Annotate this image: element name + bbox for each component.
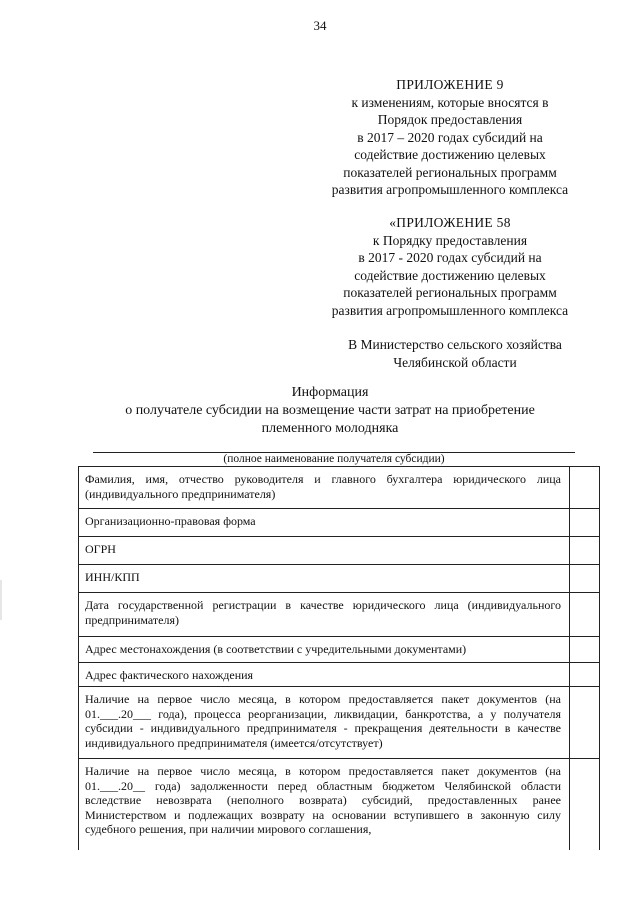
table-row-label: Наличие на первое число месяца, в котором предоставляется пакет документов (на 01.___.20___ года), процесса реорганизации, ликвидации, банкротства, а у получателя субсидии - индивидуального предпринимателя - прекращения деятельности в качестве индивидуального предпринимателя (имеется/отсутствует) — [79, 686, 569, 758]
table-row-label: Адрес фактического нахождения — [79, 662, 569, 686]
annex-58-line: развития агропромышленного комплекса — [331, 302, 569, 318]
page-number: 34 — [313, 18, 327, 33]
title-line: племенного молодняка — [261, 421, 399, 436]
table-row-label: Дата государственной регистрации в качестве юридического лица (индивидуального предпринимателя) — [79, 592, 569, 636]
document-title — [90, 384, 570, 438]
annex-9-line: в 2017 – 2020 годах субсидий на — [357, 129, 543, 145]
table-row-label: Фамилия, имя, отчество руководителя и главного бухгалтера юридического лица (индивидуального предпринимателя) — [79, 466, 569, 508]
table-value-cell — [569, 636, 599, 662]
annex-9-line: содействие достижению целевых — [354, 147, 546, 162]
table-value-cell — [569, 508, 599, 536]
annex-9-line: развития агропромышленного комплекса — [331, 182, 569, 197]
annex-58-heading: «ПРИЛОЖЕНИЕ 58 — [389, 215, 511, 230]
annex-9-line: показателей региональных программ — [343, 164, 557, 180]
annex-9-block — [300, 76, 600, 199]
title-line: Информация — [291, 385, 369, 400]
annex-58-line: в 2017 - 2020 годах субсидий на — [358, 250, 542, 265]
table-row-label: Наличие на первое число месяца, в котором предоставляется пакет документов (на 01.___.20__ года) задолженности перед областным бюджетом Челябинской области вследствие невозврата (неполного возврата) субсидий, предоставленных ранее Министерством и подлежащих возврату на основании вступившего в законную силу судебного решения, при наличии мирового соглашения, — [79, 758, 569, 850]
annex-58-line: к Порядку предоставления — [372, 232, 528, 248]
annex-58-line: содействие достижению целевых — [354, 267, 546, 283]
annex-58-block — [300, 214, 600, 319]
table-value-cell — [569, 536, 599, 564]
table-value-cell — [569, 564, 599, 592]
annex-9-line: Порядок предоставления — [377, 112, 523, 127]
annex-9-heading: ПРИЛОЖЕНИЕ 9 — [396, 77, 504, 92]
info-table — [78, 466, 600, 850]
annex-9-line: к изменениям, которые вносятся в — [351, 94, 549, 110]
addressee-line: В Министерство сельского хозяйства — [348, 337, 562, 352]
table-row-label: ИНН/КПП — [79, 564, 569, 592]
table-row-label: Адрес местонахождения (в соответствии с учредительными документами) — [79, 636, 569, 662]
table-value-cell — [569, 686, 599, 758]
table-row-label: Организационно-правовая форма — [79, 508, 569, 536]
table-value-cell — [569, 758, 599, 850]
annex-58-line: показателей региональных программ — [343, 285, 557, 300]
addressee-block — [310, 336, 600, 371]
recipient-name-caption: (полное наименование получателя субсидии) — [223, 453, 445, 465]
table-value-cell — [569, 466, 599, 508]
title-line: о получателе субсидии на возмещение части затрат на приобретение — [125, 403, 535, 418]
addressee-line: Челябинской области — [393, 354, 517, 370]
table-row-label: ОГРН — [79, 536, 569, 564]
scan-edge-mark — [0, 580, 2, 620]
table-value-cell — [569, 592, 599, 636]
table-value-cell — [569, 662, 599, 686]
